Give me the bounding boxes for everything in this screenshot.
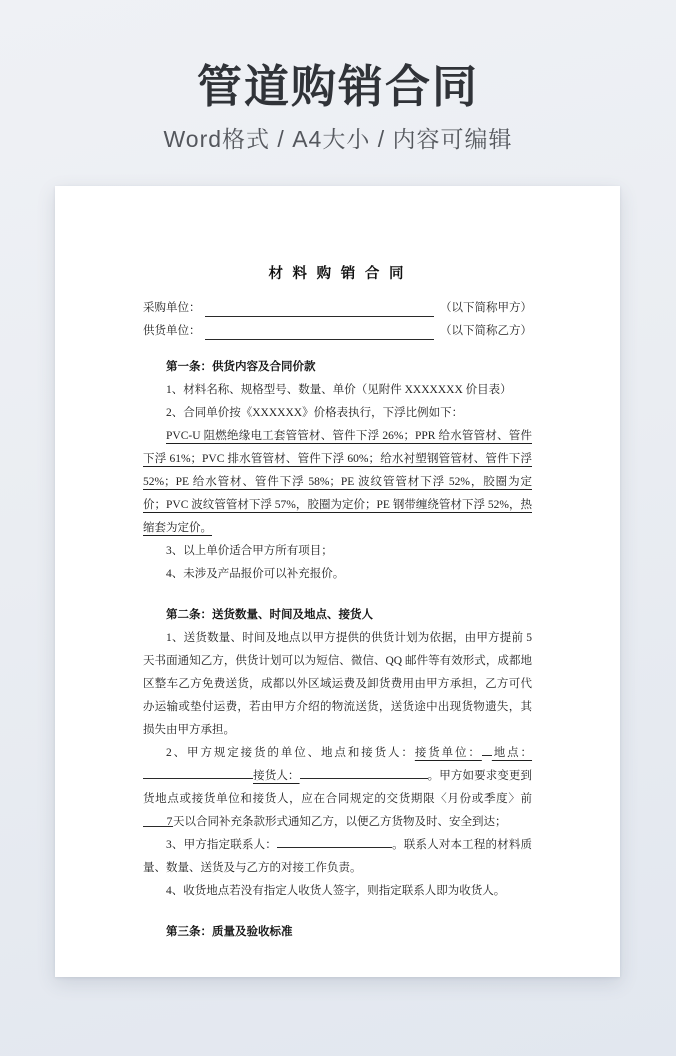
section1-item4: 4、未涉及产品报价可以补充报价。	[166, 568, 345, 580]
section2-item2	[143, 742, 532, 834]
section2-item1: 1、送货数量、时间及地点以甲方提供的供货计划为依据，由甲方提前 5 天书面通知乙方，供货计划可以为短信、微信、QQ 邮件等有效形式，成都地区整车乙方免费送货，成都以外区域运费及卸货费用由甲方承担，乙方可代办运输或垫付运费，若由甲方介绍的物流送货，送货途中出现货物遗失，其损失由甲方承担。	[143, 632, 532, 736]
receiver-blank	[300, 766, 428, 779]
buyer-party-line	[143, 297, 532, 320]
receiving-place-label: 地点：	[491, 747, 533, 759]
section2-item3-lead: 3、甲方指定联系人：	[166, 839, 277, 851]
a4-document-preview	[55, 186, 620, 977]
notice-days-value: 7	[166, 816, 173, 828]
section2-item2-mid: 。甲方如要求变更到货地点或接货单位和接货人，应在合同规定的交货期限〈月份或季度〉前	[143, 770, 533, 805]
supplier-party-line	[143, 320, 532, 343]
poster-title: 管道购销合同	[196, 61, 479, 112]
supplier-note: （以下简称乙方）	[440, 325, 532, 337]
section2-item2-tail: 天以合同补充条款形式通知乙方，以便乙方货物及时、安全到达；	[173, 816, 507, 828]
contact-person-blank	[277, 835, 392, 848]
notice-days-blank	[143, 811, 173, 827]
receiving-unit-blank	[482, 743, 492, 756]
section2-item4: 4、收货地点若没有指定人收货人签字，则指定联系人即为收货人。	[166, 885, 506, 897]
poster-header	[0, 0, 676, 154]
section2-item3	[143, 834, 532, 880]
buyer-blank-line	[205, 300, 435, 317]
buyer-label: 采购单位：	[143, 302, 201, 314]
section1-item3: 3、以上单价适合甲方所有项目；	[166, 545, 333, 557]
section2-heading: 第二条：送货数量、时间及地点、接货人	[166, 609, 373, 621]
receiver-label: 接货人：	[253, 770, 300, 782]
receiving-place-blank	[143, 766, 253, 779]
section2-item2-lead: 2、甲方规定接货的单位、地点和接货人：	[166, 747, 415, 759]
section1-discount-paragraph: PVC-U 阻燃绝缘电工套管管材、管件下浮 26%；PPR 给水管管材、管件下浮 61%；PVC 排水管管材、管件下浮 60%；给水衬塑钢管管材、管件下浮 52%；PE 给水管材、管件下浮 58%；PE 波纹管管材下浮 52%，胶圈为定价；PVC 波纹管管材下浮 57%，胶圈为定价；PE 钢带缠绕管材下浮 52%，热缩套为定价。	[143, 430, 532, 534]
document-title: 材 料 购 销 合 同	[268, 266, 407, 282]
section1-heading: 第一条：供货内容及合同价款	[166, 361, 316, 373]
section3-heading: 第三条：质量及验收标准	[166, 926, 293, 938]
receiving-unit-label: 接货单位：	[414, 747, 482, 759]
poster-subtitle: Word格式 / A4大小 / 内容可编辑	[163, 125, 513, 152]
buyer-note: （以下简称甲方）	[440, 302, 532, 314]
section1-item2: 2、合同单价按《XXXXXX》价格表执行，下浮比例如下：	[166, 407, 464, 419]
supplier-blank-line	[205, 323, 435, 340]
section1-item1: 1、材料名称、规格型号、数量、单价（见附件 XXXXXXX 价目表）	[166, 384, 512, 396]
supplier-label: 供货单位：	[143, 325, 201, 337]
section2-item3-tail: 。联系人对本工程的材料质量、数量、送货及与乙方的对接工作负责。	[143, 839, 533, 874]
